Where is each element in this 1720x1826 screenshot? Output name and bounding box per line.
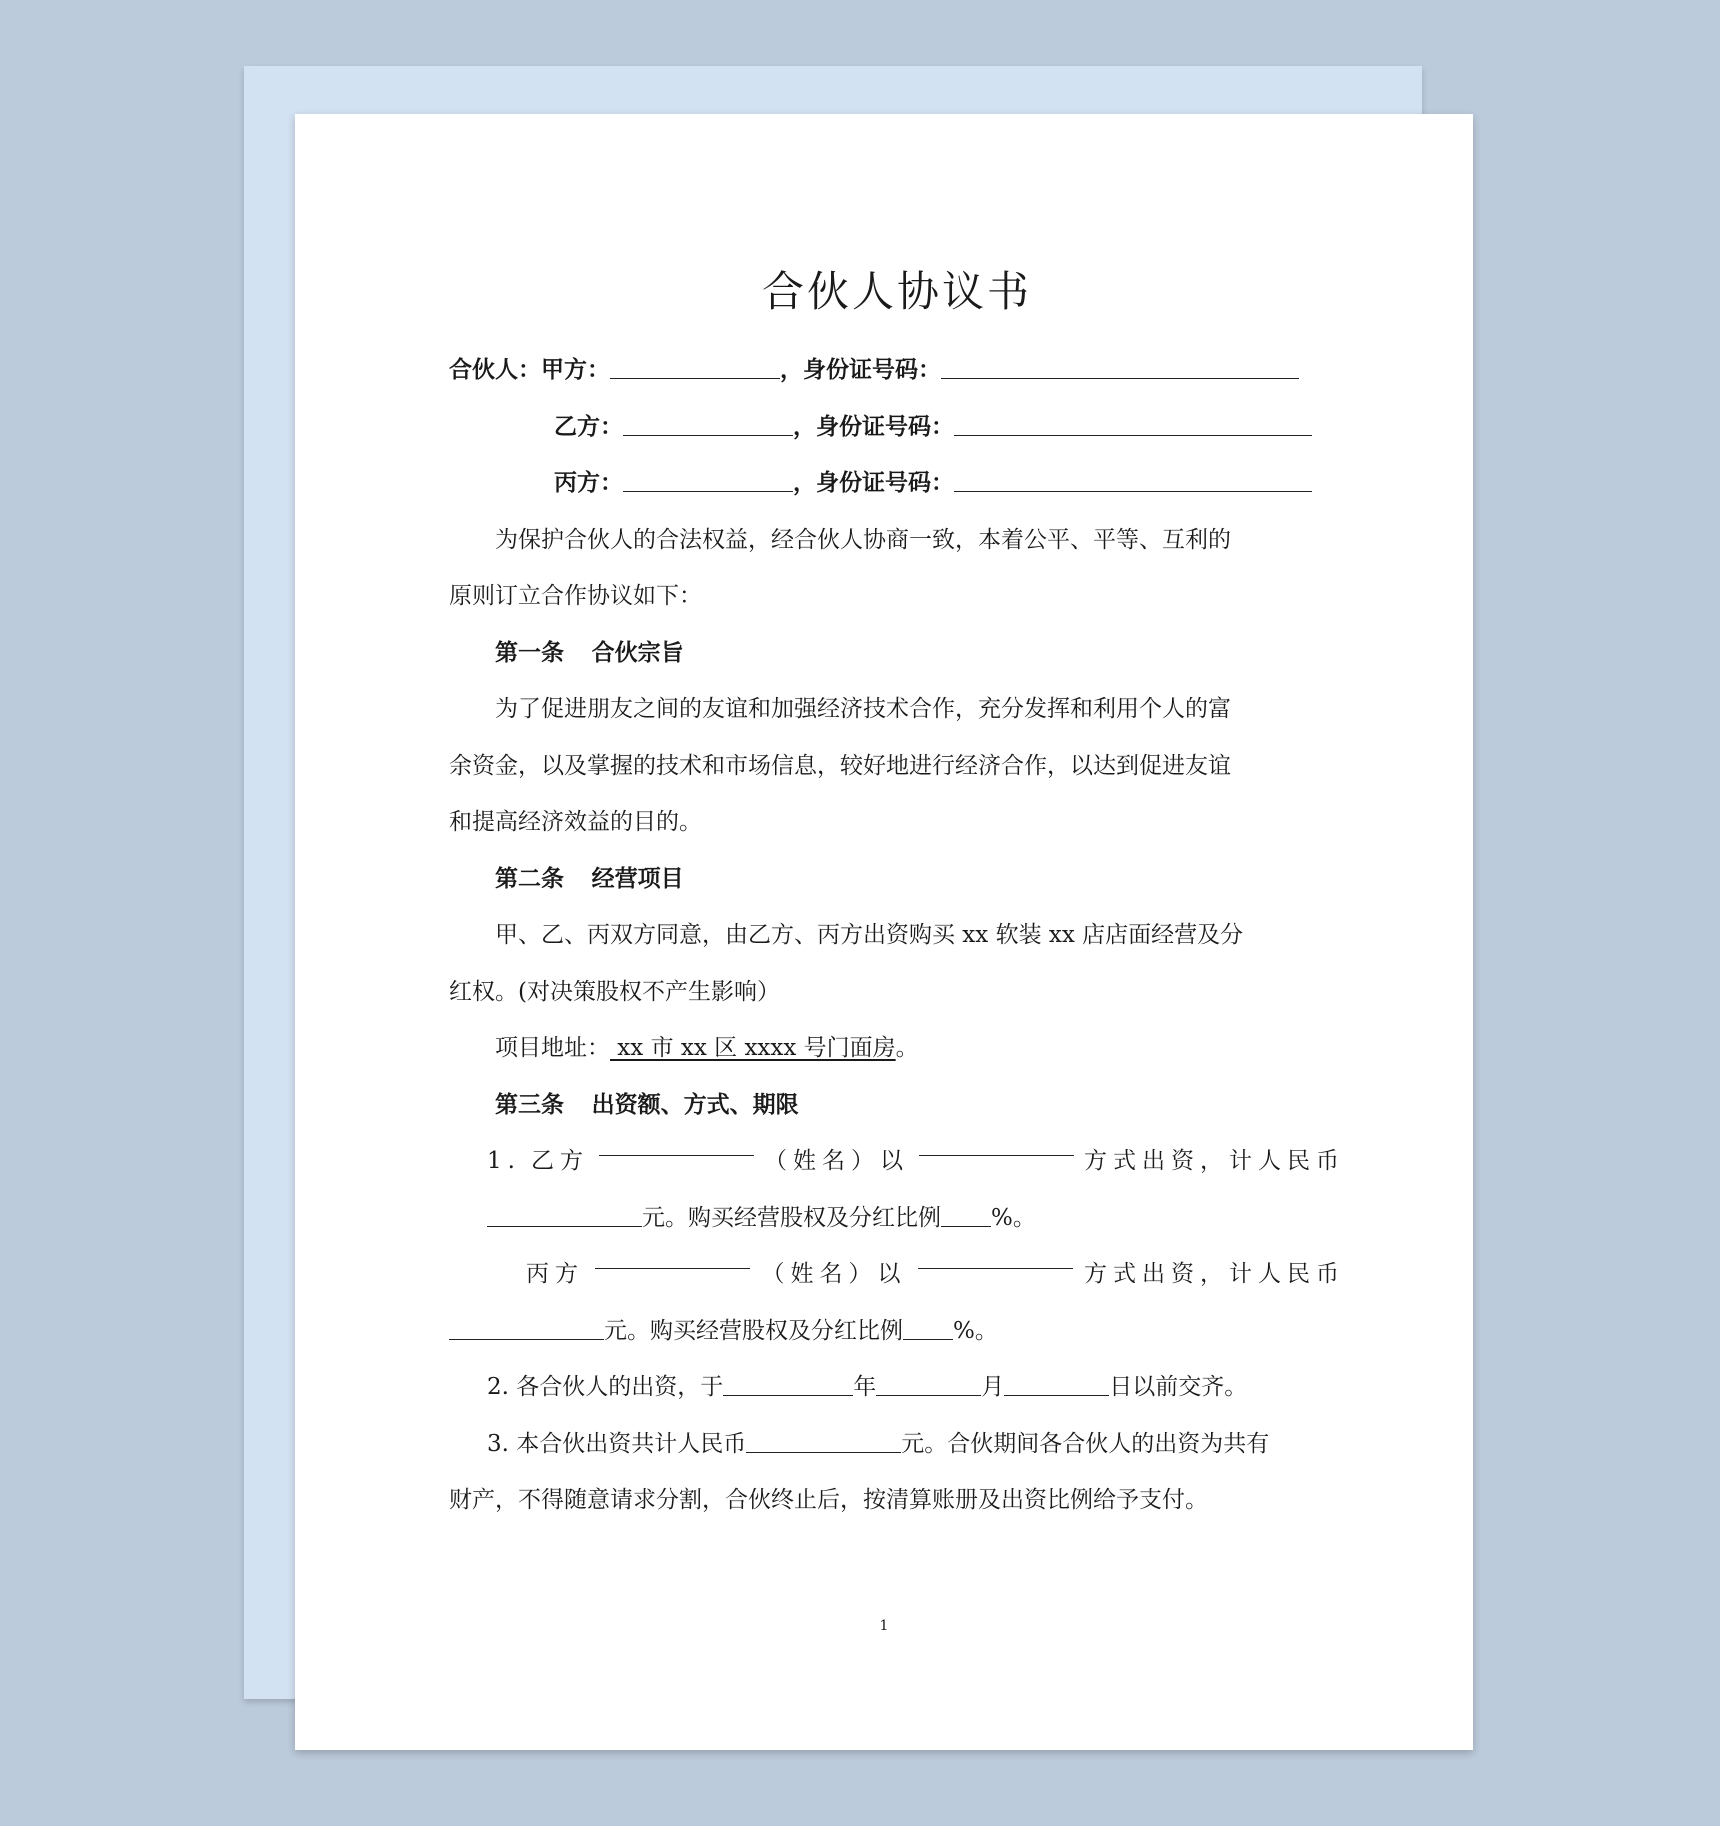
- item-1-party-b-line-2: [449, 1190, 1345, 1247]
- article-1-heading: [449, 625, 1345, 682]
- party-b-name-blank[interactable]: [623, 413, 793, 436]
- comma: ，: [793, 470, 816, 496]
- party-b-ratio-blank[interactable]: [941, 1204, 991, 1227]
- article-1-line-1: 为了促进朋友之间的友谊和加强经济技术合作，充分发挥和利用个人的富: [495, 696, 1231, 722]
- intro-line-1: 为保护合伙人的合法权益，经合伙人协商一致，本着公平、平等、互利的: [495, 526, 1231, 553]
- document-body: [449, 262, 1345, 1529]
- article-1-line-3: 和提高经济效益的目的。: [449, 809, 702, 835]
- item-3-line-2: 财产，不得随意请求分割，合伙终止后，按清算账册及出资比例给予支付。: [449, 1487, 1208, 1513]
- item-2-line: [449, 1359, 1345, 1416]
- name-paren: （姓名）以: [761, 1261, 907, 1287]
- party-c-label: 丙方：: [554, 470, 623, 496]
- article-1-number: 第一条: [495, 639, 564, 666]
- day-text: 日以前交齐。: [1109, 1374, 1248, 1400]
- yuan-text: 元。购买经营股权及分红比例: [604, 1317, 903, 1344]
- party-b-amount-blank[interactable]: [487, 1204, 642, 1227]
- party-a-name-blank[interactable]: [610, 356, 780, 379]
- intro-line-2: 原则订立合作协议如下：: [449, 583, 702, 609]
- id-label: 身份证号码：: [816, 413, 954, 440]
- document-page: [295, 114, 1473, 1750]
- year-label: 年: [853, 1374, 877, 1400]
- party-b-method-blank[interactable]: [919, 1133, 1074, 1156]
- item-2-prefix: 2. 各合伙人的出资，于: [487, 1374, 724, 1400]
- item-2-month-blank[interactable]: [876, 1373, 981, 1396]
- party-c-method-blank[interactable]: [918, 1246, 1073, 1269]
- item-2-year-blank[interactable]: [723, 1373, 853, 1396]
- document-title: 合伙人协议书: [761, 267, 1032, 316]
- comma: ，: [780, 357, 803, 383]
- party-a-row: [449, 342, 1345, 399]
- party-a-label: 甲方：: [541, 357, 610, 383]
- name-paren: （姓名）以: [763, 1148, 909, 1174]
- party-c-contributor-blank[interactable]: [595, 1246, 750, 1269]
- yuan-text: 元。购买经营股权及分红比例: [642, 1204, 941, 1231]
- item-1-number: 1.: [487, 1148, 521, 1174]
- party-c-id-blank[interactable]: [954, 469, 1312, 492]
- article-3-title: 出资额、方式、期限: [591, 1091, 799, 1118]
- id-label: 身份证号码：: [816, 470, 954, 496]
- article-2-heading: [449, 851, 1345, 908]
- item-1-party-c-line-1: [449, 1246, 1345, 1303]
- address-label: 项目地址：: [495, 1035, 610, 1061]
- party-b-row: [449, 399, 1345, 456]
- party-c-amount-blank[interactable]: [449, 1317, 604, 1340]
- item-3-prefix: 3. 本合伙出资共计人民币: [487, 1430, 747, 1457]
- percent: %。: [953, 1317, 998, 1344]
- party-b-label: 乙方：: [554, 413, 623, 440]
- item-1-party-c-line-2: [449, 1303, 1345, 1360]
- comma: ，: [793, 413, 816, 440]
- article-2-number: 第二条: [495, 865, 564, 892]
- item-1-party-b-line-1: [449, 1133, 1345, 1190]
- article-1-title: 合伙宗旨: [591, 639, 684, 666]
- party-c-name-blank[interactable]: [623, 469, 793, 492]
- article-2-line-2: 红权。(对决策股权不产生影响）: [449, 978, 780, 1005]
- party-c-row: [449, 455, 1345, 512]
- percent: %。: [991, 1204, 1036, 1231]
- article-2-title: 经营项目: [591, 865, 684, 892]
- party-b-short: 乙方: [530, 1148, 589, 1174]
- article-3-heading: [449, 1077, 1345, 1134]
- party-a-id-blank[interactable]: [941, 356, 1299, 379]
- project-address: [449, 1020, 1345, 1077]
- month-label: 月: [981, 1374, 1005, 1400]
- party-b-id-blank[interactable]: [954, 413, 1312, 436]
- item-3-total-blank[interactable]: [746, 1430, 901, 1453]
- party-b-contributor-blank[interactable]: [599, 1133, 754, 1156]
- article-1-line-2: 余资金，以及掌握的技术和市场信息，较好地进行经济合作，以达到促进友谊: [449, 752, 1231, 779]
- party-c-short: 丙方: [526, 1261, 584, 1287]
- id-label: 身份证号码：: [803, 357, 941, 383]
- method-text: 方式出资，计人民币: [1083, 1148, 1345, 1174]
- method-text: 方式出资，计人民币: [1084, 1261, 1345, 1287]
- item-3-suffix: 元。合伙期间各合伙人的出资为共有: [901, 1430, 1270, 1457]
- address-end: 。: [895, 1035, 919, 1061]
- article-2-line-1: 甲、乙、丙双方同意，由乙方、丙方出资购买 xx 软装 xx 店店面经营及分: [495, 922, 1244, 948]
- article-3-number: 第三条: [495, 1091, 564, 1118]
- partner-label: 合伙人：: [449, 357, 541, 383]
- item-3-line-1: [449, 1416, 1345, 1473]
- party-c-ratio-blank[interactable]: [903, 1317, 953, 1340]
- page-number: 1: [879, 1618, 889, 1634]
- item-2-day-blank[interactable]: [1004, 1373, 1109, 1396]
- address-value: xx 市 xx 区 xxxx 号门面房: [610, 1035, 896, 1061]
